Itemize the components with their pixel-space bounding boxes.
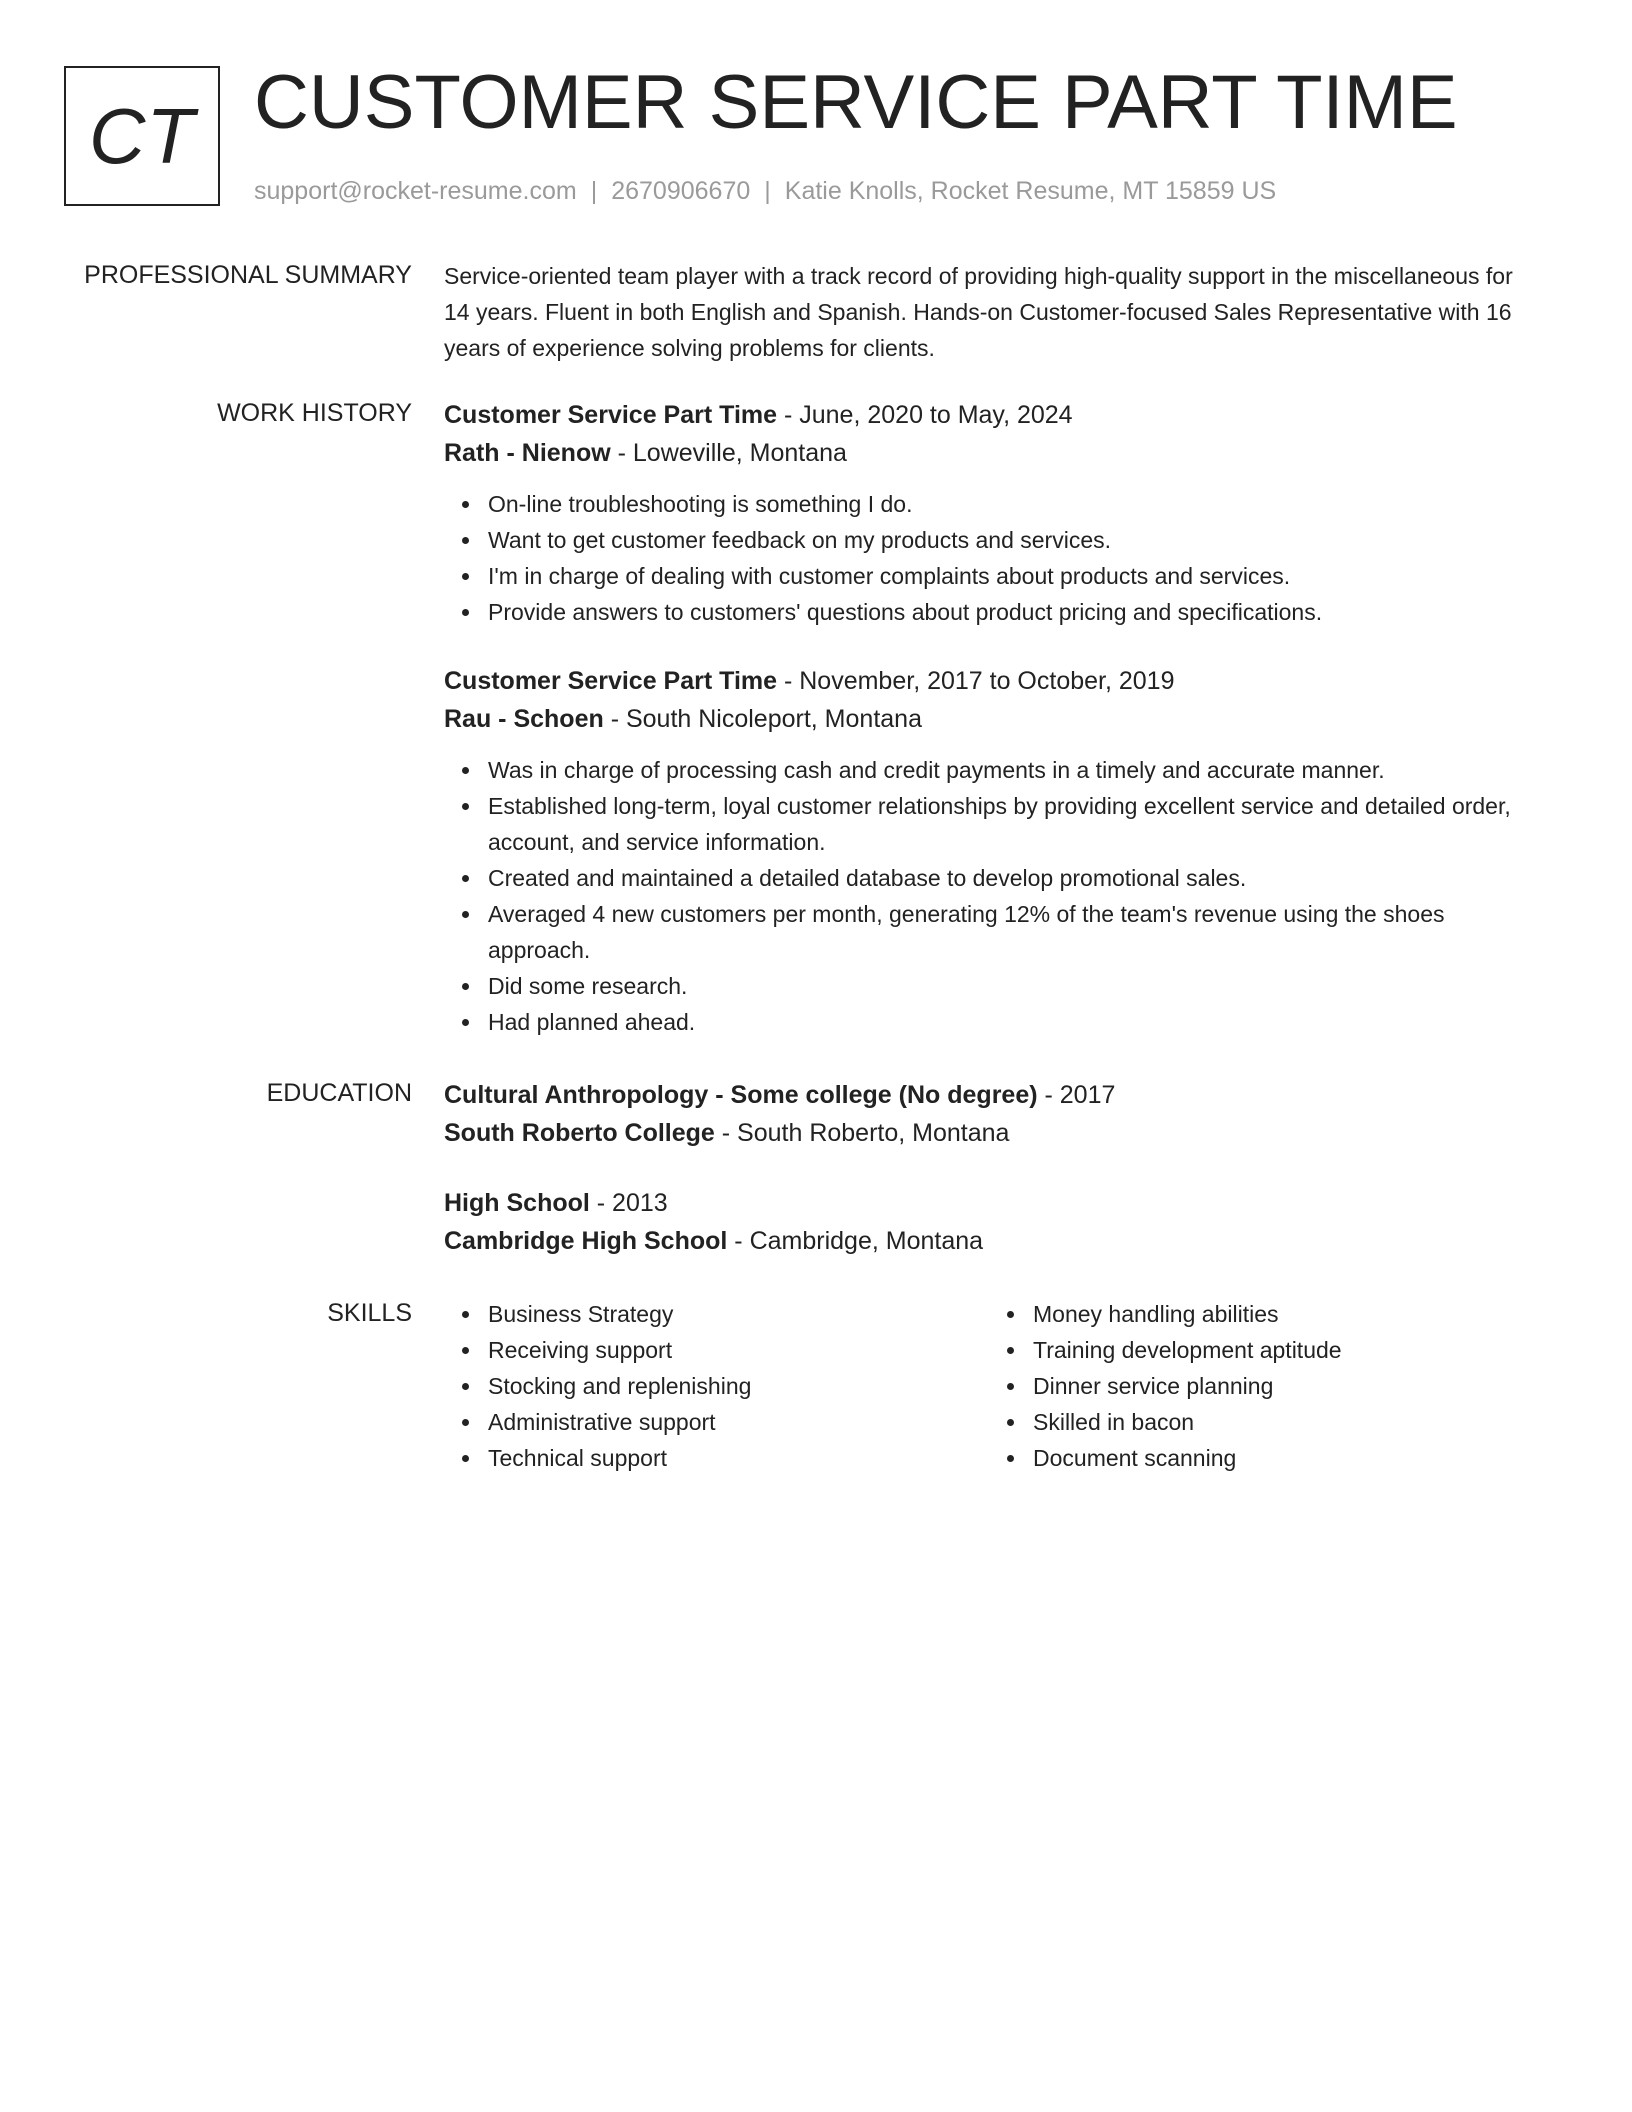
job-dates: - June, 2020 to May, 2024: [777, 401, 1073, 429]
contact-phone[interactable]: 2670906670: [611, 177, 751, 205]
section-label-skills: SKILLS: [327, 1299, 412, 1327]
list-item: Business Strategy: [488, 1296, 989, 1332]
job-location: - South Nicoleport, Montana: [603, 705, 922, 733]
contact-address: Katie Knolls, Rocket Resume, MT 15859 US: [784, 177, 1277, 205]
list-item: Administrative support: [488, 1404, 989, 1440]
education-location: - South Roberto, Montana: [714, 1119, 1010, 1147]
list-item: Training development aptitude: [1033, 1332, 1534, 1368]
education-school-line: [444, 1222, 1524, 1260]
education-entry: [444, 1076, 1524, 1152]
list-item: Did some research.: [488, 968, 1524, 1004]
work-history-body: [444, 396, 1524, 1072]
job-location: - Loweville, Montana: [610, 439, 847, 467]
list-item: Document scanning: [1033, 1440, 1534, 1476]
summary-body: [444, 258, 1524, 366]
contact-separator: |: [764, 177, 771, 205]
job-company: Rau - Schoen: [444, 705, 604, 733]
list-item: On-line troubleshooting is something I do.: [488, 486, 1524, 522]
list-item: Technical support: [488, 1440, 989, 1476]
education-school-line: [444, 1114, 1524, 1152]
list-item: Provide answers to customers' questions about product pricing and specifications.: [488, 594, 1524, 630]
education-degree: Cultural Anthropology - Some college (No degree): [444, 1081, 1038, 1109]
skills-list-left: [444, 1296, 989, 1476]
education-school: Cambridge High School: [444, 1227, 728, 1255]
summary-text: Service-oriented team player with a track record of providing high-quality support in the miscellaneous for 14 years. Fluent in both English and Spanish. Hands-on Customer-focused Sales Representative with 16 years of experience solving problems for clients.: [444, 263, 1513, 361]
list-item: Averaged 4 new customers per month, generating 12% of the team's revenue using the shoes approach.: [488, 896, 1524, 968]
section-label-education: EDUCATION: [266, 1079, 412, 1107]
list-item: Dinner service planning: [1033, 1368, 1534, 1404]
education-entry: [444, 1184, 1524, 1260]
job-duties-list: [444, 486, 1524, 630]
job-title-line: [444, 662, 1524, 700]
job-entry: [444, 662, 1524, 1040]
resume-title: CUSTOMER SERVICE PART TIME: [254, 60, 1458, 145]
job-company-line: [444, 700, 1524, 738]
list-item: Skilled in bacon: [1033, 1404, 1534, 1440]
education-degree: High School: [444, 1189, 590, 1217]
contact-email[interactable]: support@rocket-resume.com: [254, 177, 577, 205]
education-degree-line: [444, 1184, 1524, 1222]
section-label-summary: PROFESSIONAL SUMMARY: [84, 261, 412, 289]
list-item: Established long-term, loyal customer relationships by providing excellent service and detailed order, account, and service information.: [488, 788, 1524, 860]
contact-line: [254, 174, 1276, 208]
job-title-line: [444, 396, 1524, 434]
list-item: Had planned ahead.: [488, 1004, 1524, 1040]
list-item: Was in charge of processing cash and credit payments in a timely and accurate manner.: [488, 752, 1524, 788]
job-entry: [444, 396, 1524, 630]
education-degree-line: [444, 1076, 1524, 1114]
job-company-line: [444, 434, 1524, 472]
job-dates: - November, 2017 to October, 2019: [777, 667, 1175, 695]
education-school: South Roberto College: [444, 1119, 715, 1147]
skills-list-right: [989, 1296, 1534, 1476]
skills-columns: [444, 1296, 1534, 1476]
job-title: Customer Service Part Time: [444, 401, 778, 429]
job-title: Customer Service Part Time: [444, 667, 778, 695]
contact-separator: |: [590, 177, 598, 205]
list-item: I'm in charge of dealing with customer complaints about products and services.: [488, 558, 1524, 594]
monogram-initials: CT: [89, 92, 195, 180]
skills-body: [444, 1296, 1524, 1476]
education-year: - 2017: [1037, 1081, 1116, 1109]
education-location: - Cambridge, Montana: [727, 1227, 984, 1255]
list-item: Want to get customer feedback on my products and services.: [488, 522, 1524, 558]
list-item: Created and maintained a detailed database to develop promotional sales.: [488, 860, 1524, 896]
job-duties-list: [444, 752, 1524, 1040]
list-item: Stocking and replenishing: [488, 1368, 989, 1404]
list-item: Receiving support: [488, 1332, 989, 1368]
section-label-work-history: WORK HISTORY: [217, 399, 412, 427]
job-company: Rath - Nienow: [444, 439, 611, 467]
education-body: [444, 1076, 1524, 1292]
education-year: - 2013: [589, 1189, 668, 1217]
list-item: Money handling abilities: [1033, 1296, 1534, 1332]
monogram-badge: [64, 66, 220, 206]
